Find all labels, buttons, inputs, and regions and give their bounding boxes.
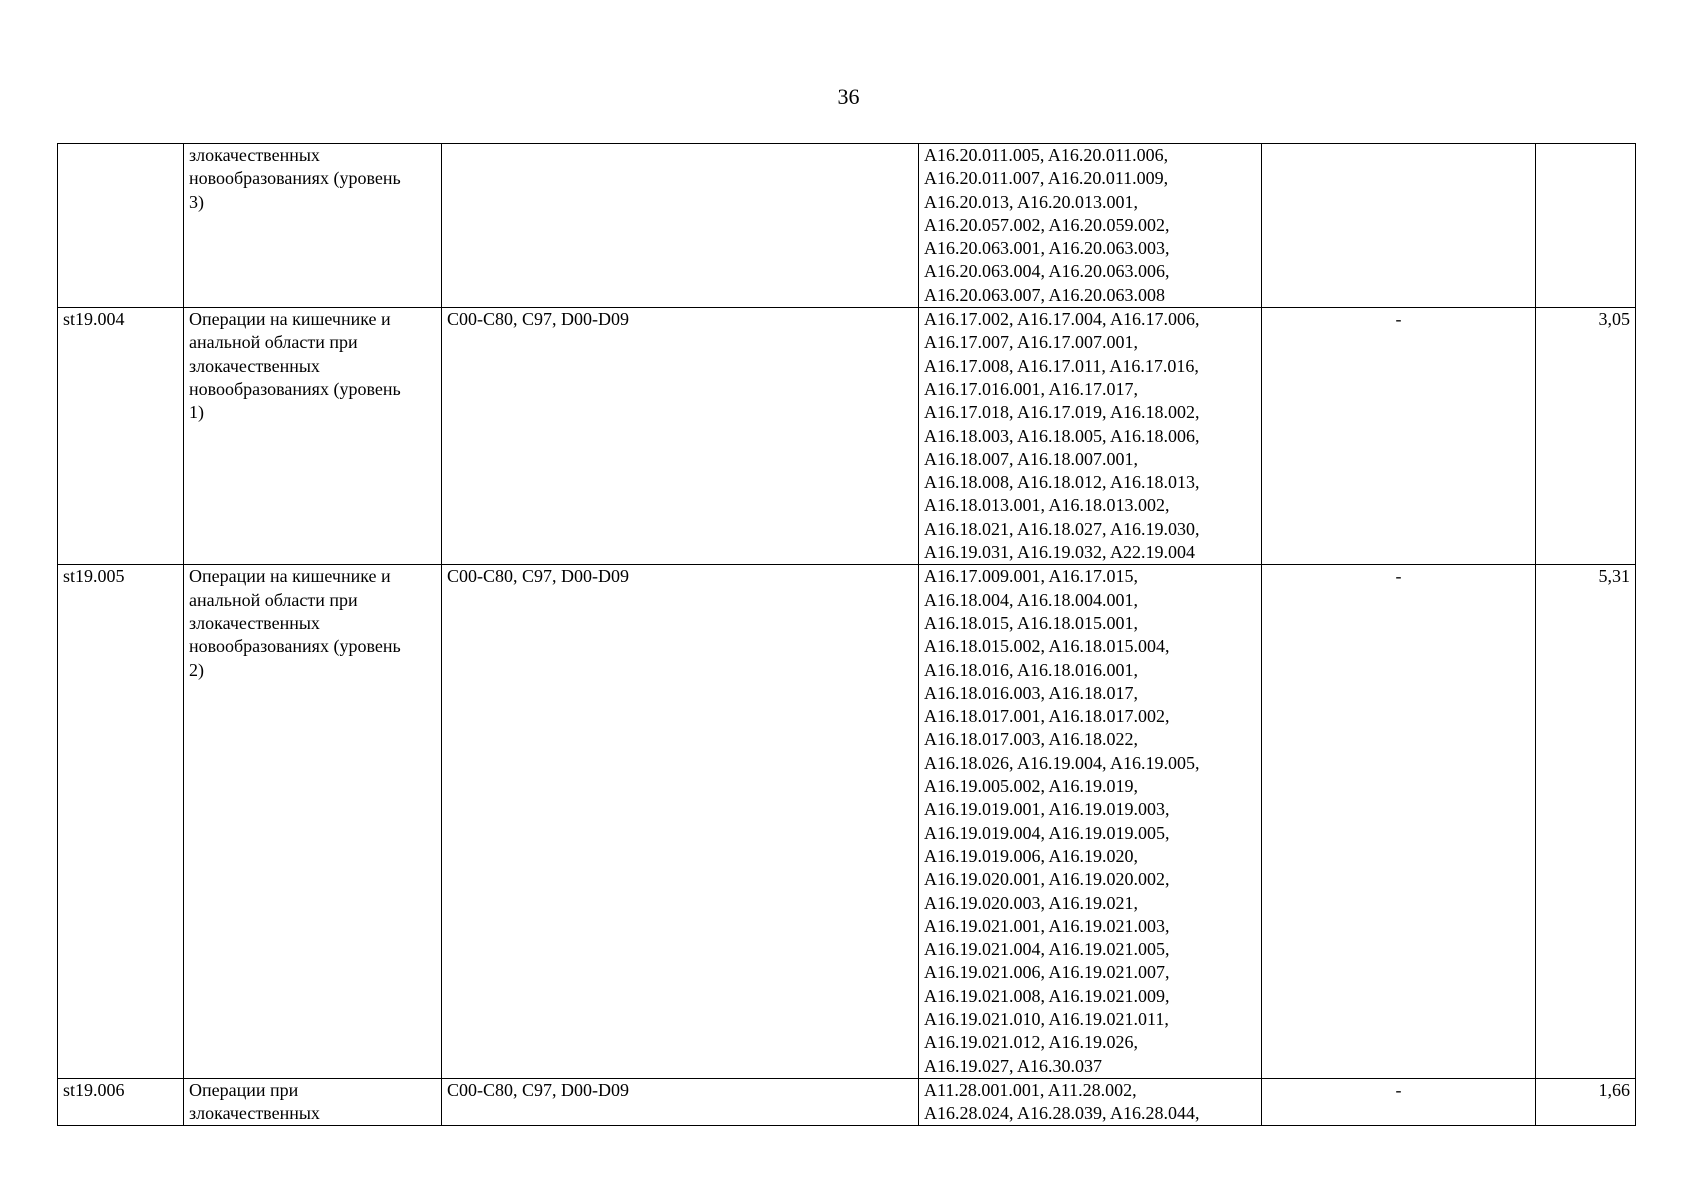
table-row <box>58 1078 1636 1126</box>
name-cell: Операции на кишечнике и анальной области при злокачественных новообразованиях (уровень 2) <box>184 565 442 1079</box>
code-cell: st19.006 <box>58 1078 184 1126</box>
diagnoses-cell <box>442 144 919 308</box>
code-cell: st19.004 <box>58 308 184 565</box>
extra-cell: - <box>1262 308 1536 565</box>
name-cell: Операции при злокачественных <box>184 1078 442 1126</box>
table-row <box>58 308 1636 565</box>
table-row <box>58 144 1636 308</box>
coefficient-cell <box>1536 144 1636 308</box>
extra-cell <box>1262 144 1536 308</box>
page-number: 36 <box>837 84 860 109</box>
extra-cell: - <box>1262 1078 1536 1126</box>
coefficient-cell: 1,66 <box>1536 1078 1636 1126</box>
diagnoses-cell: C00-C80, C97, D00-D09 <box>442 1078 919 1126</box>
extra-cell: - <box>1262 565 1536 1079</box>
name-cell: злокачественных новообразованиях (уровень 3) <box>184 144 442 308</box>
services-cell: A16.17.002, A16.17.004, A16.17.006, A16.17.007, A16.17.007.001, A16.17.008, A16.17.011, A16.17.016, A16.17.016.001, A16.17.017, A16.17.018, A16.17.019, A16.18.002, A16.18.003, A16.18.005, A16.18.006, A16.18.007, A16.18.007.001, A16.18.008, A16.18.012, A16.18.013, A16.18.013.001, A16.18.013.002, A16.18.021, A16.18.027, A16.19.030, A16.19.031, A16.19.032, A22.19.004 <box>919 308 1262 565</box>
services-cell: A16.17.009.001, A16.17.015, A16.18.004, A16.18.004.001, A16.18.015, A16.18.015.001, A16.18.015.002, A16.18.015.004, A16.18.016, A16.18.016.001, A16.18.016.003, A16.18.017, A16.18.017.001, A16.18.017.002, A16.18.017.003, A16.18.022, A16.18.026, A16.19.004, A16.19.005, A16.19.005.002, A16.19.019, A16.19.019.001, A16.19.019.003, A16.19.019.004, A16.19.019.005, A16.19.019.006, A16.19.020, A16.19.020.001, A16.19.020.002, A16.19.020.003, A16.19.021, A16.19.021.001, A16.19.021.003, A16.19.021.004, A16.19.021.005, A16.19.021.006, A16.19.021.007, A16.19.021.008, A16.19.021.009, A16.19.021.010, A16.19.021.011, A16.19.021.012, A16.19.026, A16.19.027, A16.30.037 <box>919 565 1262 1079</box>
services-cell: A11.28.001.001, A11.28.002, A16.28.024, A16.28.039, A16.28.044, <box>919 1078 1262 1126</box>
diagnoses-cell: C00-C80, C97, D00-D09 <box>442 308 919 565</box>
code-cell: st19.005 <box>58 565 184 1079</box>
services-cell: A16.20.011.005, A16.20.011.006, A16.20.011.007, A16.20.011.009, A16.20.013, A16.20.013.001, A16.20.057.002, A16.20.059.002, A16.20.063.001, A16.20.063.003, A16.20.063.004, A16.20.063.006, A16.20.063.007, A16.20.063.008 <box>919 144 1262 308</box>
coefficient-cell: 3,05 <box>1536 308 1636 565</box>
coefficient-cell: 5,31 <box>1536 565 1636 1079</box>
name-cell: Операции на кишечнике и анальной области при злокачественных новообразованиях (уровень 1) <box>184 308 442 565</box>
diagnoses-cell: C00-C80, C97, D00-D09 <box>442 565 919 1079</box>
table-row <box>58 565 1636 1079</box>
code-cell <box>58 144 184 308</box>
tariff-table <box>57 143 1636 1126</box>
